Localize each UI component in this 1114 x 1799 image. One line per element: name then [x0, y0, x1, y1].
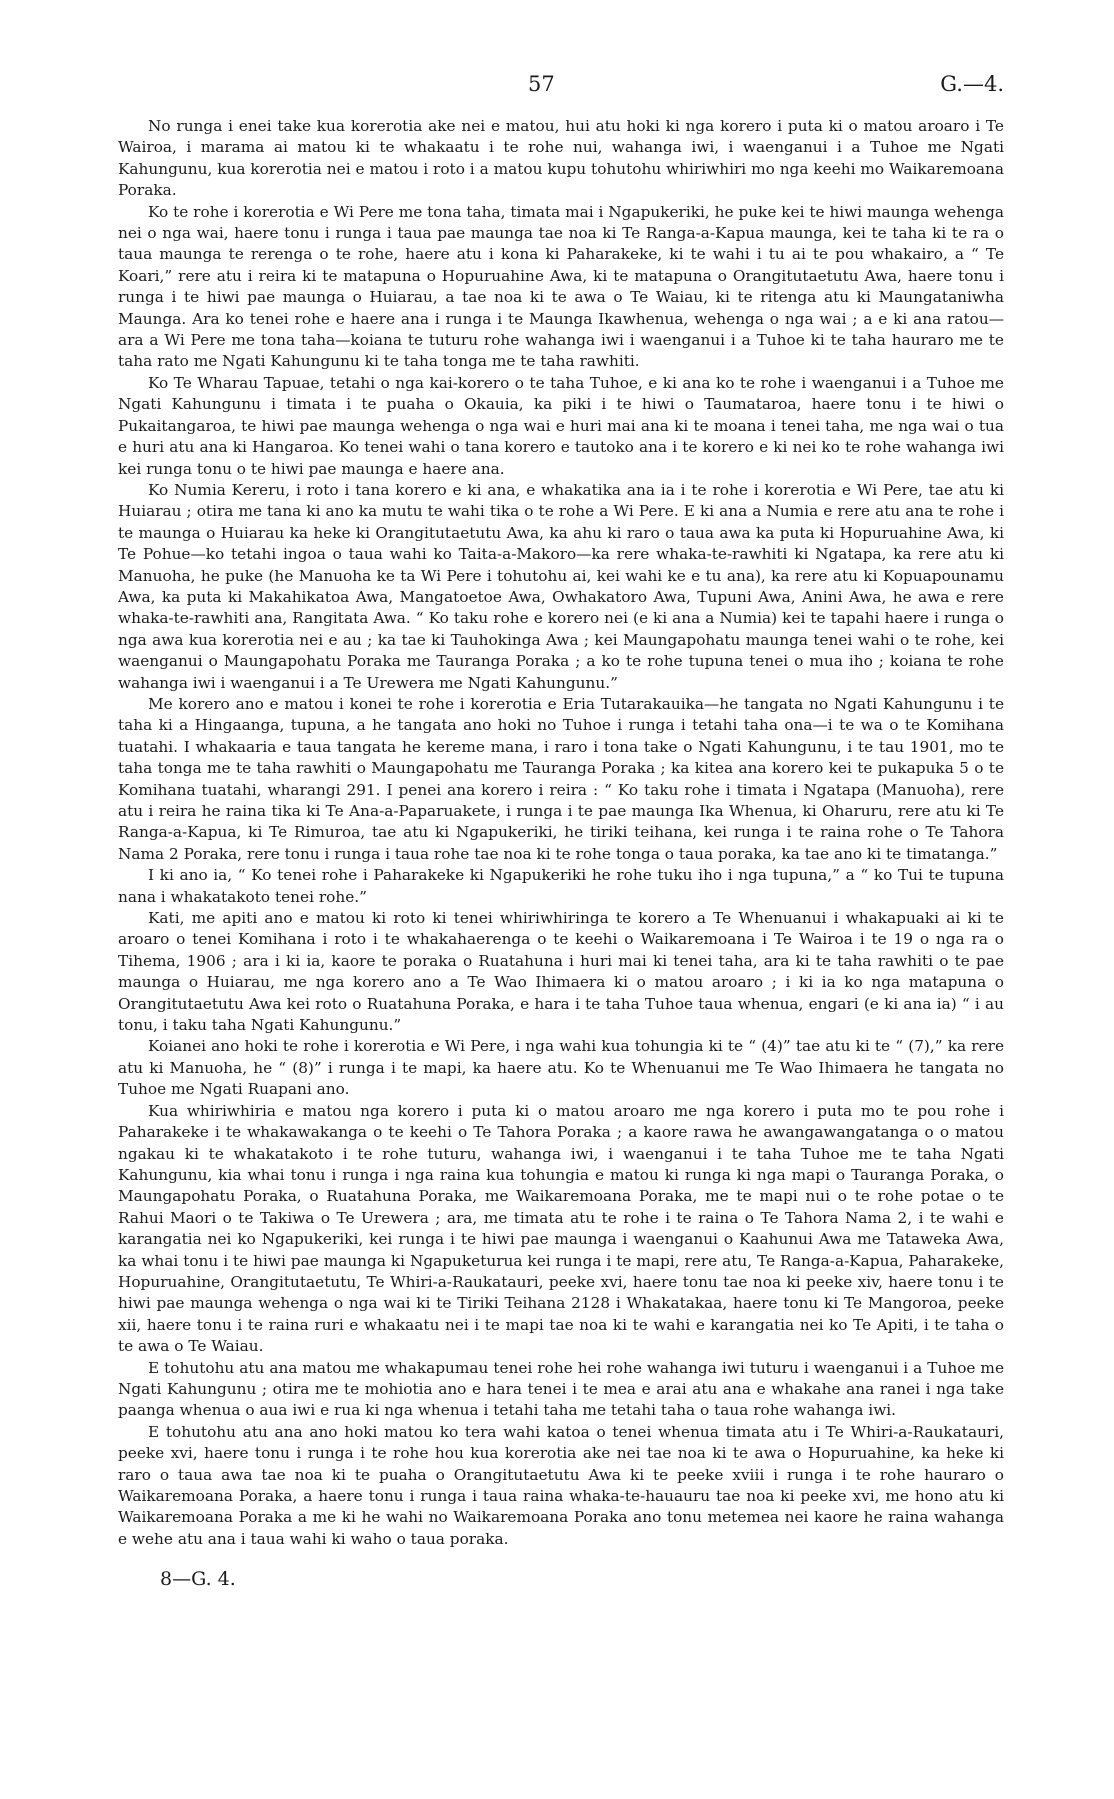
paragraph: Koianei ano hoki te rohe i korerotia e Wi Pere, i nga wahi kua tohungia ki te “ (4)” tae atu ki te “ (7),” ka rere atu ki Manuoha, he “ (8)” i runga i te mapi, ka haere atu. Ko te Whenuanui me Te Wao Ihimaera he tangata no Tuhoe me Ngati Ruapani ano. [118, 1037, 1004, 1099]
paragraph: Me korero ano e matou i konei te rohe i korerotia e Eria Tutarakauika—he tangata no Ngati Kahungunu i te taha ki a Hingaanga, tupuna, a he tangata ano hoki no Tuhoe i runga i tetahi taha ona—i te wa o te Komihana tuatahi. I whakaaria e taua tangata he kereme mana, i raro i tona take o Ngati Kahungunu, i te tau 1901, mo te taha tonga me te taha rawhiti o Maungapohatu me Tauranga Poraka ; ka kitea ana korero kei te pukapuka 5 o te Komihana tuatahi, wharangi 291. I penei ana korero i reira : “ Ko taku rohe i timata i Ngatapa (Manuoha), rere atu i reira he raina tika ki Te Ana-a-Paparuakete, i runga i te pae maunga Ika Whenua, ki Oharuru, rere atu ki Te Ranga-a-Kapua, ki Te Rimuroa, tae atu ki Ngapukeriki, he tiriki teihana, kei runga i te raina rohe o Te Tahora Nama 2 Poraka, rere tonu i runga i taua rohe tae noa ki te rohe tonga o taua poraka, ka tae ano ki te timatanga.” [118, 694, 1004, 863]
page-number: 57 [528, 72, 555, 96]
body-text [118, 116, 1004, 1550]
document-reference: G.—4. [940, 72, 1004, 96]
paragraph: Ko te rohe i korerotia e Wi Pere me tona taha, timata mai i Ngapukeriki, he puke kei te hiwi maunga wehenga nei o nga wai, haere tonu i runga i taua pae maunga tae noa ki Te Ranga-a-Kapua maunga, kei te taha ki te ra o taua maunga te rerenga o te rohe, haere atu i kona ki Paharakeke, ki te wahi i tu ai te pou whakairo, a “ Te Koari,” rere atu i reira ki te matapuna o Hopuruahine Awa, ki te matapuna o Orangitutaetutu Awa, haere tonu i runga i te hiwi pae maunga o Huiarau, a tae noa ki te awa o Te Waiau, ki te ritenga atu ki Maungataniwha Maunga. Ara ko tenei rohe e haere ana i runga i te Maunga Ikawhenua, wehenga o nga wai ; a e ki ana ratou—ara a Wi Pere me tona taha—koiana te tuturu rohe wahanga iwi i waenganui i a Tuhoe ki te taha hauraro me te taha rato me Ngati Kahungunu ki te taha tonga me te taha rawhiti. [118, 202, 1004, 371]
paragraph: Ko Numia Kereru, i roto i tana korero e ki ana, e whakatika ana ia i te rohe i korerotia e Wi Pere, tae atu ki Huiarau ; otira me tana ki ano ka mutu te wahi tika o te rohe a Wi Pere. E ki ana a Numia e rere atu ana te rohe i te maunga o Huiarau ka heke ki Orangitutaetutu Awa, ka ahu ki raro o taua awa ka puta ki Hopuruahine Awa, ki Te Pohue—ko tetahi ingoa o taua wahi ko Taita-a-Makoro—ka rere whaka-te-rawhiti ki Ngatapa, ka rere atu ki Manuoha, he puke (he Manuoha ke ta Wi Pere i tohutohu ai, kei wahi ke e tu ana), ka rere atu ki Kopuapounamu Awa, ka puta ki Makahikatoa Awa, Mangatoetoe Awa, Owhakatoro Awa, Tupuni Awa, Anini Awa, he awa e rere whaka-te-rawhiti ana, Rangitata Awa. “ Ko taku rohe e korero nei (e ki ana a Numia) kei te tapahi haere i runga o nga awa kua korerotia nei e au ; ka tae ki Tauhokinga Awa ; kei Maungapohatu maunga tenei wahi o te rohe, kei waenganui o Maungapohatu Poraka me Tauranga Poraka ; a ko te rohe tupuna tenei o mua iho ; koiana te rohe wahanga iwi i waenganui i a Te Urewera me Ngati Kahungunu.” [118, 480, 1004, 692]
paragraph: Kati, me apiti ano e matou ki roto ki tenei whiriwhiringa te korero a Te Whenuanui i whakapuaki ai ki te aroaro o tenei Komihana i roto i te whakahaerenga o te keehi o Waikaremoana i Te Wairoa i te 19 o nga ra o Tihema, 1906 ; ara i ki ia, kaore te poraka o Ruatahuna i huri mai ki tenei taha, ara ki te taha rawhiti o te pae maunga o Huiarau, me nga korero ano a Te Wao Ihimaera ki o matou aroaro ; i ki ia ko nga matapuna o Orangitutaetutu Awa kei roto o Ruatahuna Poraka, e hara i te taha Tuhoe taua whenua, engari (e ki ana ia) “ i au tonu, i taku taha Ngati Kahungunu.” [118, 909, 1004, 1035]
paragraph: Ko Te Wharau Tapuae, tetahi o nga kai-korero o te taha Tuhoe, e ki ana ko te rohe i waenganui i a Tuhoe me Ngati Kahungunu i timata i te puaha o Okauia, ka piki i te hiwi o Taumataroa, haere tonu i te hiwi o Pukaitangaroa, te hiwi pae maunga wehenga o nga wai e huri mai ana ki te moana i tenei taha, me nga wai o tua e huri atu ana ki Hangaroa. Ko tenei wahi o tana korero e tautoko ana i te korero e ki nei ko te rohe wahanga iwi kei runga tonu o te hiwi pae maunga e haere ana. [118, 373, 1004, 478]
page-header [118, 72, 1004, 116]
paragraph: No runga i enei take kua korerotia ake nei e matou, hui atu hoki ki nga korero i puta ki o matou aroaro i Te Wairoa, i marama ai matou ki te whakaatu i te rohe nui, wahanga iwi, i waenganui i a Tuhoe me Ngati Kahungunu, kua korerotia nei e matou i roto i a matou kupu tohutohu whiriwhiri mo nga keehi mo Waikaremoana Poraka. [118, 117, 1004, 200]
paragraph: E tohutohu atu ana ano hoki matou ko tera wahi katoa o tenei whenua timata atu i Te Whiri-a-Raukatauri, peeke xvi, haere tonu i runga i te rohe hou kua korerotia ake nei tae noa ki te awa o Hopuruahine, ka heke ki raro o taua awa tae noa ki te puaha o Orangitutaetutu Awa ki te peeke xviii i runga i te rohe hauraro o Waikaremoana Poraka, a haere tonu i runga i taua raina whaka-te-hauauru tae noa ki peeke xvi, me hono atu ki Waikaremoana Poraka a me ki he wahi no Waikaremoana Poraka ano tonu metemea nei kaore he raina wahanga e wehe atu ana i taua wahi ki waho o taua poraka. [118, 1422, 1004, 1548]
paragraph: E tohutohu atu ana matou me whakapumau tenei rohe hei rohe wahanga iwi tuturu i waenganui i a Tuhoe me Ngati Kahungunu ; otira me te mohiotia ano e hara tenei i te mea e arai atu ana e whakahe ana ranei i nga take paanga whenua o aua iwi e rua ki nga whenua i tetahi taha me tetahi taha o taua rohe wahanga iwi. [118, 1358, 1004, 1420]
sheet-signature: 8—G. 4. [160, 1568, 236, 1591]
paragraph: Kua whiriwhiria e matou nga korero i puta ki o matou aroaro me nga korero i puta mo te pou rohe i Paharakeke i te whakawakanga o te keehi o Te Tahora Poraka ; a kaore rawa he awangawangatanga o o matou ngakau ki te whakatakoto i te rohe tuturu, wahanga iwi, i waenganui i te taha Tuhoe me te taha Ngati Kahungunu, kia whai tonu i runga i nga raina kua tohungia e matou ki runga ki nga mapi o Tauranga Poraka, o Maungapohatu Poraka, o Ruatahuna Poraka, me Waikaremoana Poraka, me te mapi nui o te rohe potae o te Rahui Maori o te Takiwa o Te Urewera ; ara, me timata atu te rohe i te raina o Te Tahora Nama 2, i te wahi e karangatia nei ko Ngapukeriki, kei runga i te hiwi pae maunga i waenganui o Kaahunui Awa me Tataweka Awa, ka whai tonu i te hiwi pae maunga ki Ngapuketurua kei runga i te mapi, rere atu, Te Ranga-a-Kapua, Paharakeke, Hopuruahine, Orangitutaetutu, Te Whiri-a-Raukatauri, peeke xvi, haere tonu tae noa ki peeke xiv, haere tonu i te hiwi pae maunga wehenga o nga wai ki te Tiriki Teihana 2128 i Whakatakaa, haere tonu ki Te Mangoroa, peeke xii, haere tonu i te raina ruri e whakaatu nei i te mapi tae noa ki te wahi e karangatia nei ko Te Apiti, i te taha o te awa o Te Waiau. [118, 1101, 1004, 1356]
paragraph: I ki ano ia, “ Ko tenei rohe i Paharakeke ki Ngapukeriki he rohe tuku iho i nga tupuna,” a “ ko Tui te tupuna nana i whakatakoto tenei rohe.” [118, 866, 1004, 906]
